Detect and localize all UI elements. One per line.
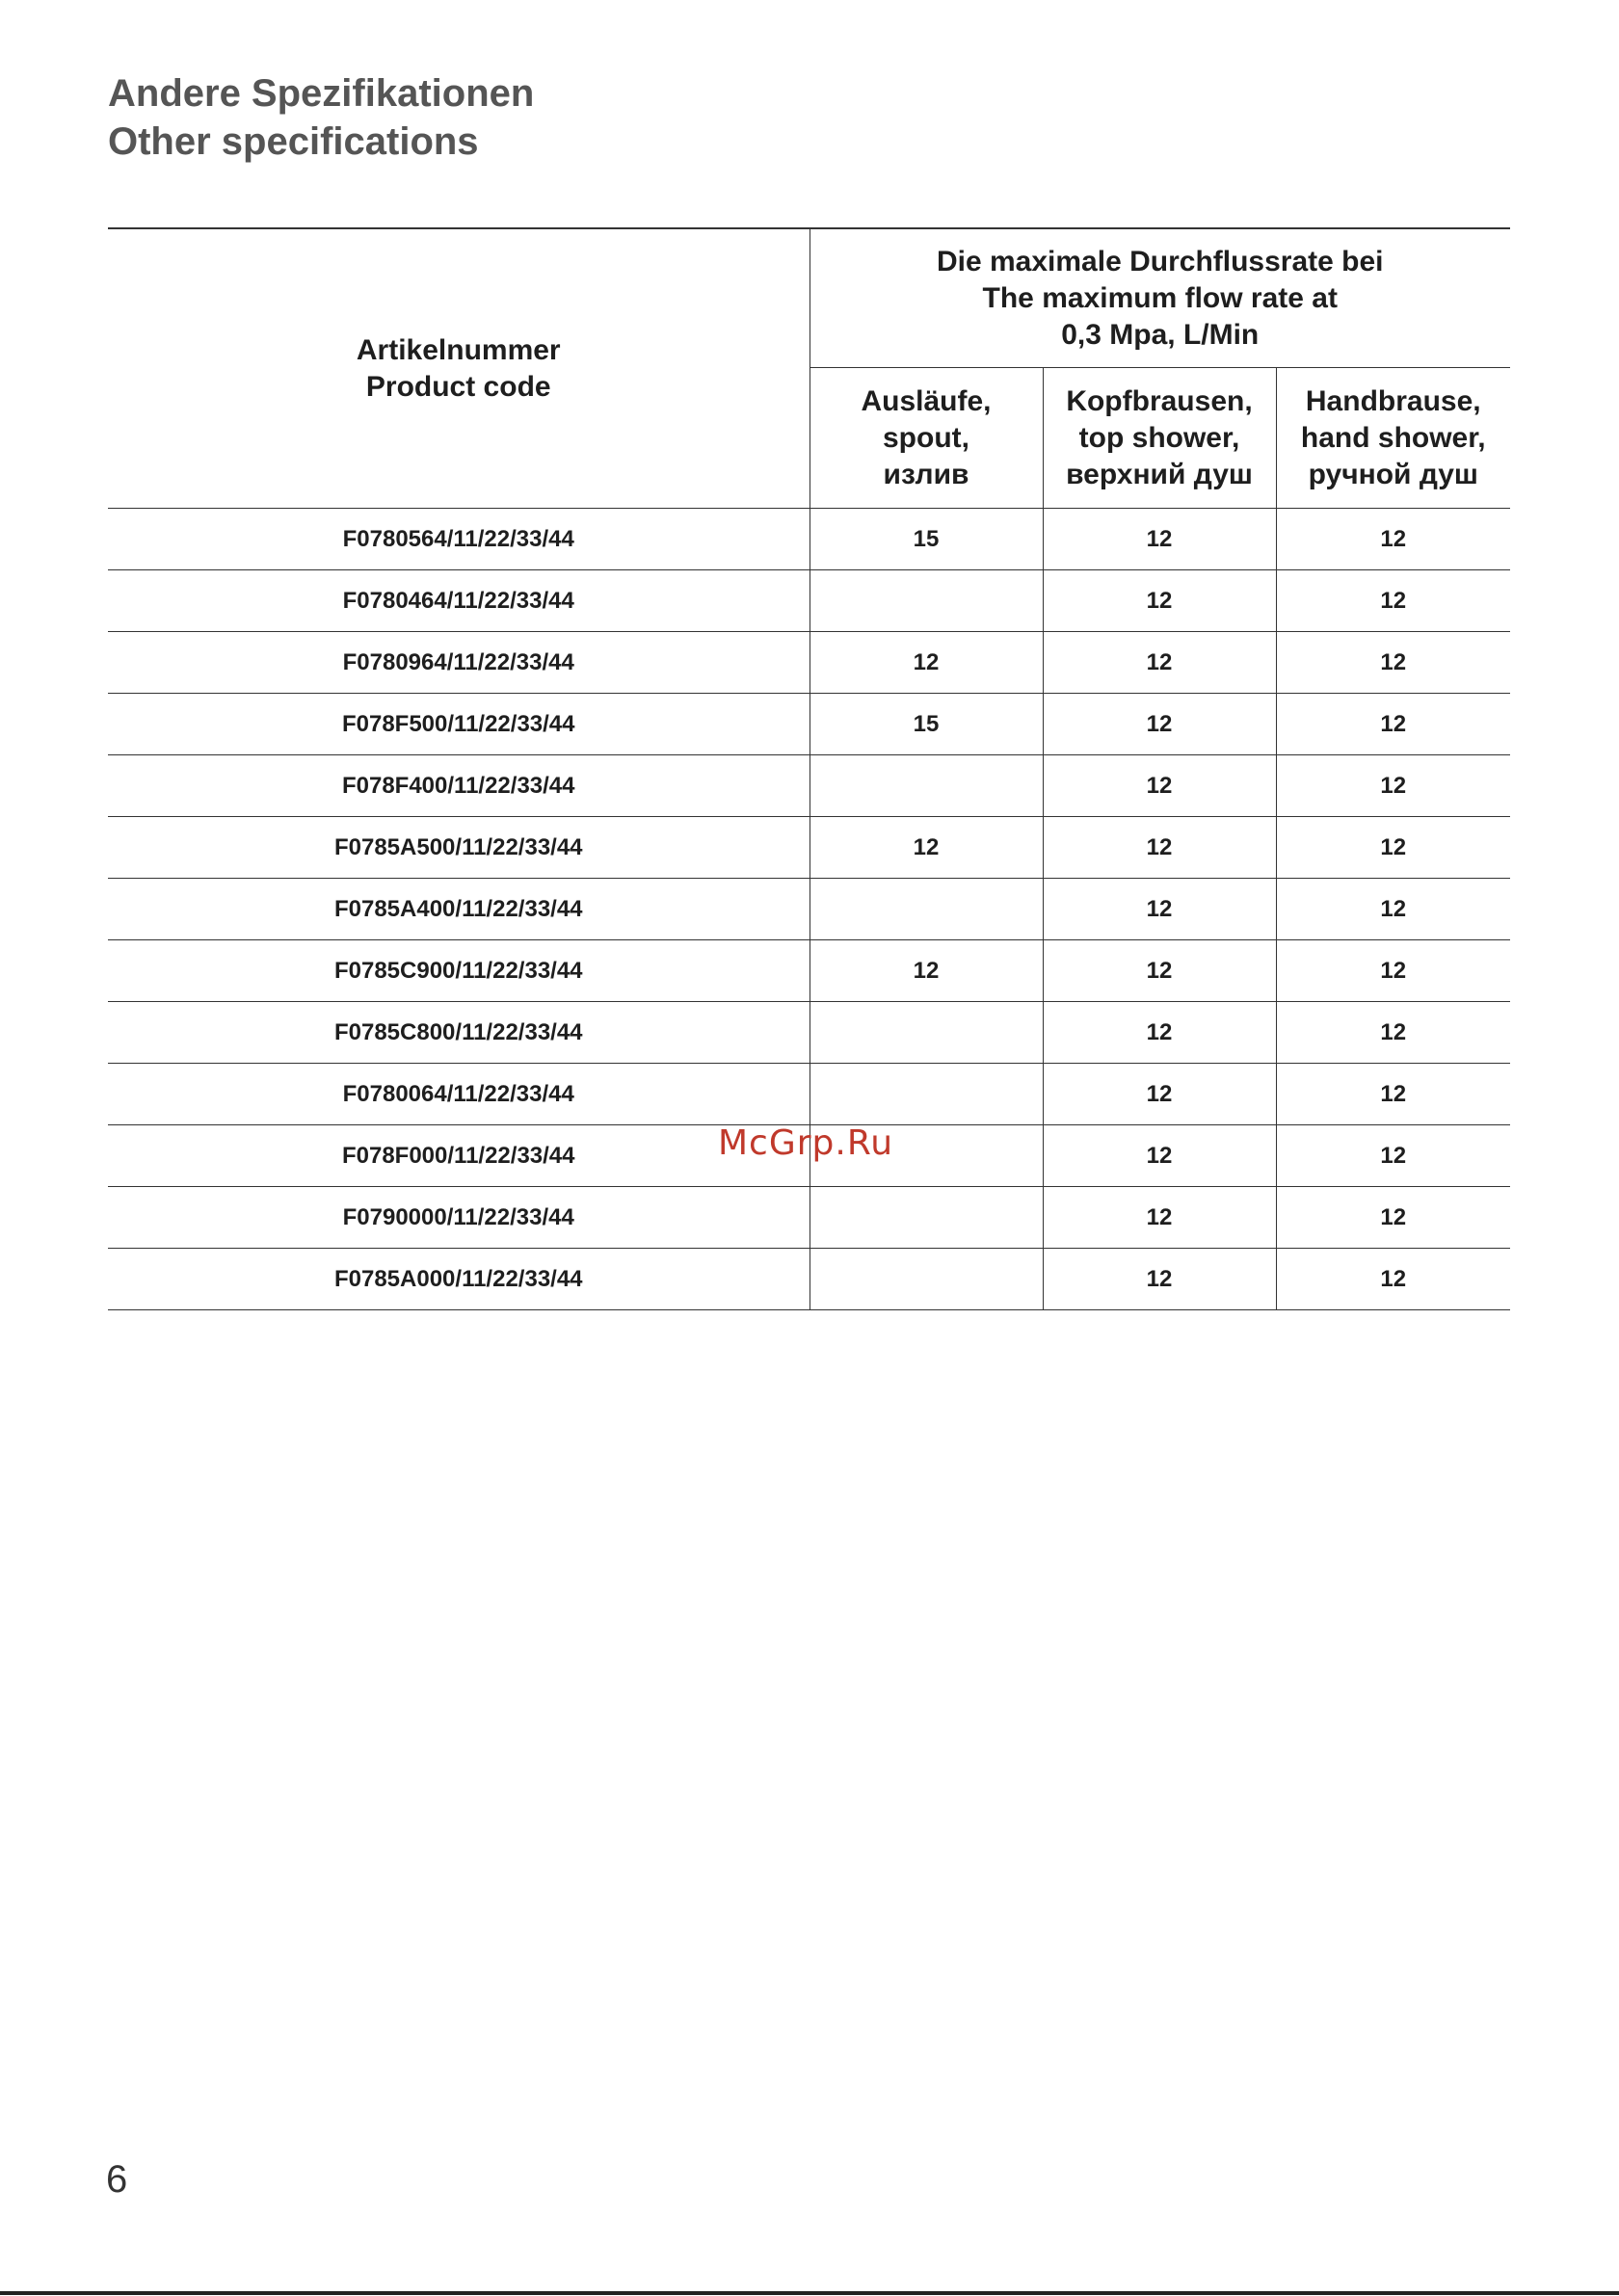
product-code-cell: F0785C900/11/22/33/44 (108, 940, 810, 1002)
hand-shower-cell: 12 (1276, 632, 1510, 694)
top-shower-cell: 12 (1043, 632, 1276, 694)
hand-shower-cell: 12 (1276, 879, 1510, 940)
spout-cell (810, 1187, 1043, 1249)
hand-shower-cell: 12 (1276, 817, 1510, 879)
hand-shower-cell: 12 (1276, 509, 1510, 570)
spout-cell (810, 755, 1043, 817)
product-code-cell: F0785A400/11/22/33/44 (108, 879, 810, 940)
hand-shower-cell: 12 (1276, 755, 1510, 817)
header-spout: Ausläufe, spout, излив (810, 368, 1043, 509)
title-german: Andere Spezifikationen (108, 72, 535, 115)
spout-cell (810, 1249, 1043, 1310)
table-row (108, 755, 1510, 817)
top-shower-cell: 12 (1043, 509, 1276, 570)
product-code-cell: F0780564/11/22/33/44 (108, 509, 810, 570)
top-shower-cell: 12 (1043, 1002, 1276, 1064)
product-code-cell: F0785A000/11/22/33/44 (108, 1249, 810, 1310)
spout-cell (810, 1064, 1043, 1125)
spout-cell (810, 570, 1043, 632)
hand-shower-cell: 12 (1276, 1249, 1510, 1310)
table-row (108, 940, 1510, 1002)
hand-shower-cell: 12 (1276, 570, 1510, 632)
hand-shower-cell: 12 (1276, 1187, 1510, 1249)
spout-cell: 12 (810, 632, 1043, 694)
spout-cell (810, 1002, 1043, 1064)
top-shower-cell: 12 (1043, 570, 1276, 632)
table-row (108, 1002, 1510, 1064)
product-code-cell: F078F400/11/22/33/44 (108, 755, 810, 817)
top-shower-cell: 12 (1043, 1249, 1276, 1310)
spout-cell: 12 (810, 817, 1043, 879)
product-code-cell: F078F000/11/22/33/44 (108, 1125, 810, 1187)
top-shower-cell: 12 (1043, 1064, 1276, 1125)
table-row (108, 1187, 1510, 1249)
spout-cell (810, 879, 1043, 940)
hand-shower-cell: 12 (1276, 694, 1510, 755)
hand-shower-cell: 12 (1276, 1125, 1510, 1187)
product-code-cell: F0780964/11/22/33/44 (108, 632, 810, 694)
top-shower-cell: 12 (1043, 694, 1276, 755)
table-row (108, 817, 1510, 879)
hand-shower-cell: 12 (1276, 1002, 1510, 1064)
product-code-cell: F0790000/11/22/33/44 (108, 1187, 810, 1249)
product-code-cell: F0785A500/11/22/33/44 (108, 817, 810, 879)
top-shower-cell: 12 (1043, 1187, 1276, 1249)
product-code-cell: F0785C800/11/22/33/44 (108, 1002, 810, 1064)
top-shower-cell: 12 (1043, 1125, 1276, 1187)
product-code-cell: F078F500/11/22/33/44 (108, 694, 810, 755)
table-row (108, 1064, 1510, 1125)
table-row (108, 509, 1510, 570)
table-row (108, 570, 1510, 632)
header-top-shower: Kopfbrausen, top shower, верхний душ (1043, 368, 1276, 509)
header-flow-rate: Die maximale Durchflussrate bei The maximum flow rate at 0,3 Mpa, L/Min (810, 228, 1510, 368)
watermark: McGrp.Ru (718, 1123, 894, 1163)
page-title (108, 69, 534, 166)
table-row (108, 632, 1510, 694)
hand-shower-cell: 12 (1276, 940, 1510, 1002)
spout-cell: 12 (810, 940, 1043, 1002)
page-number: 6 (106, 2158, 128, 2201)
product-code-cell: F0780464/11/22/33/44 (108, 570, 810, 632)
product-code-cell: F0780064/11/22/33/44 (108, 1064, 810, 1125)
bottom-divider (0, 2291, 1619, 2295)
title-english: Other specifications (108, 120, 479, 163)
top-shower-cell: 12 (1043, 940, 1276, 1002)
top-shower-cell: 12 (1043, 817, 1276, 879)
spout-cell: 15 (810, 509, 1043, 570)
top-shower-cell: 12 (1043, 879, 1276, 940)
table-row (108, 879, 1510, 940)
top-shower-cell: 12 (1043, 755, 1276, 817)
header-hand-shower: Handbrause, hand shower, ручной душ (1276, 368, 1510, 509)
hand-shower-cell: 12 (1276, 1064, 1510, 1125)
table-row (108, 1249, 1510, 1310)
header-product-code: Artikelnummer Product code (108, 228, 810, 509)
spout-cell: 15 (810, 694, 1043, 755)
table-row (108, 694, 1510, 755)
